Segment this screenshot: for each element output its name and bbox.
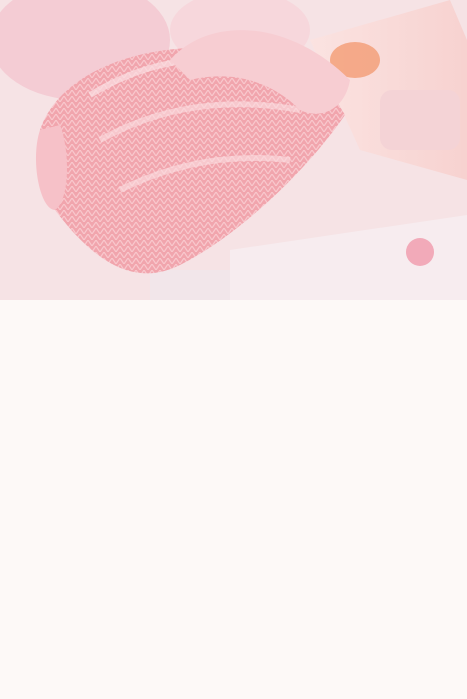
legend — [310, 412, 460, 415]
author-credit — [2, 520, 14, 695]
bottle-cover-photo — [0, 0, 467, 300]
hero-photo — [0, 0, 467, 300]
knitting-chart — [170, 582, 460, 666]
